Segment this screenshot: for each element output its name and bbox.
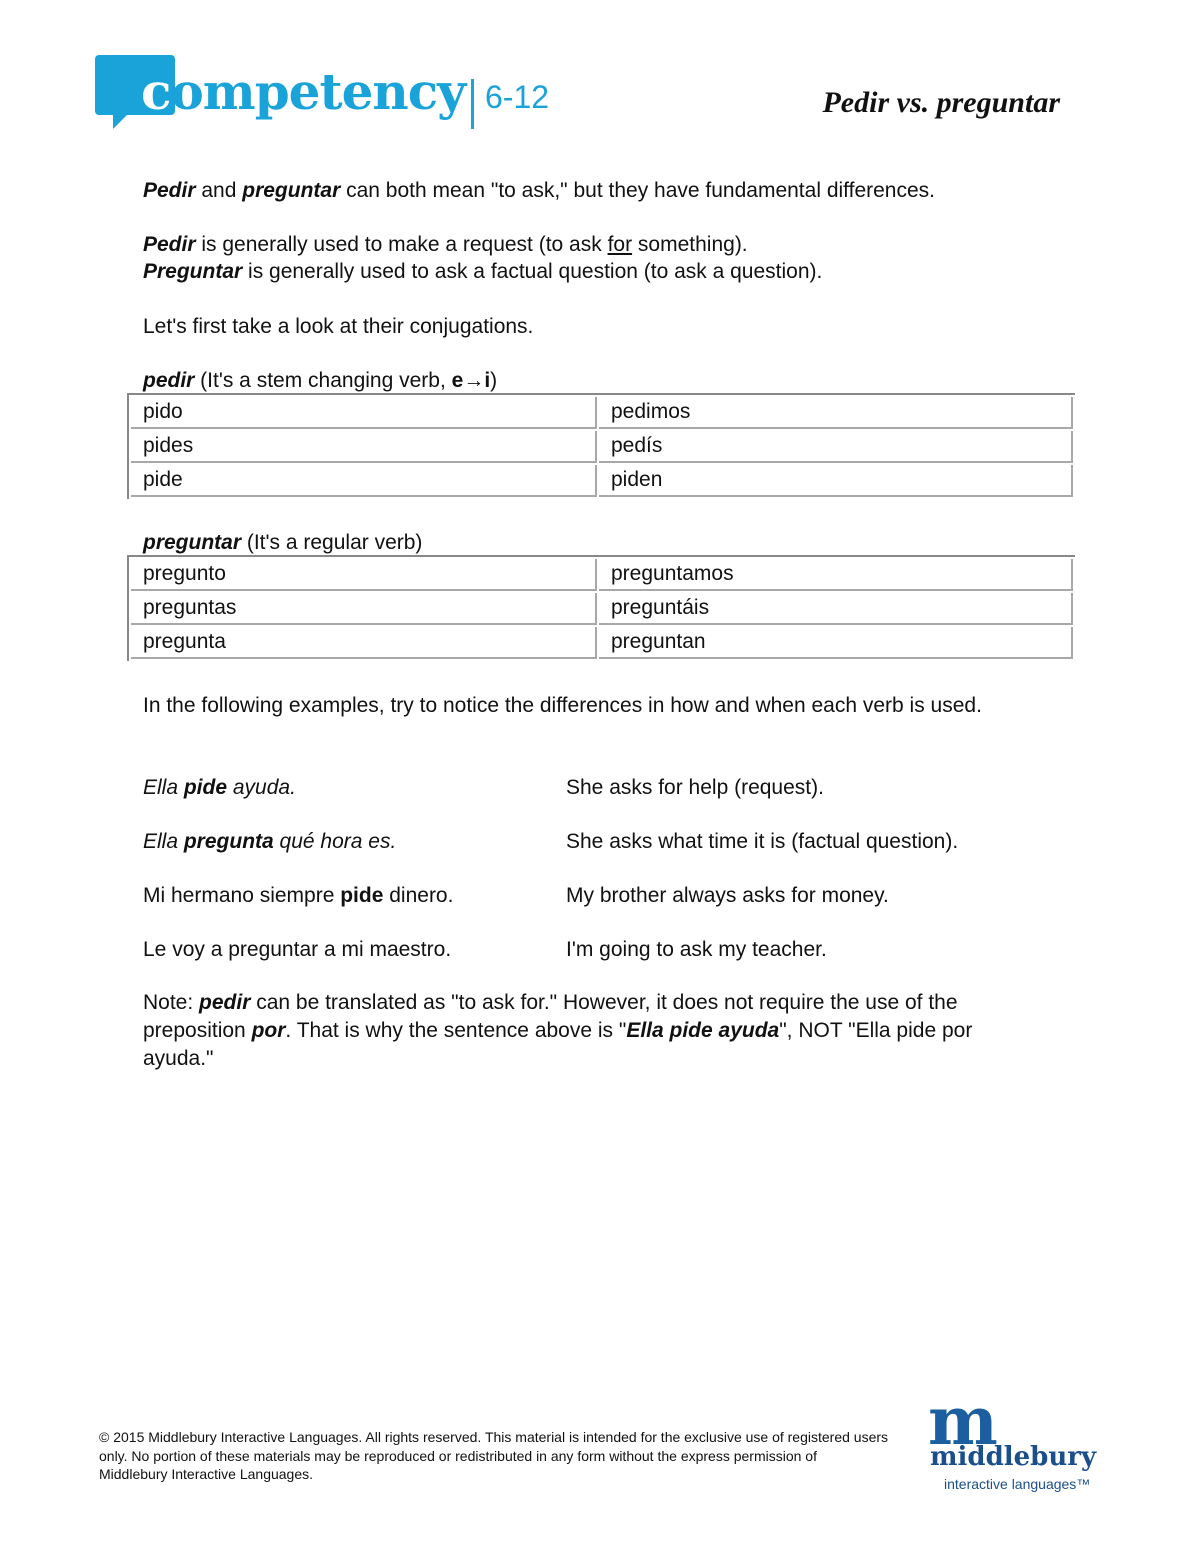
table-cell: preguntan [599,627,1073,659]
logo-separator [471,79,474,129]
def-pedir-word: Pedir [143,233,196,256]
example-3-english: My brother always asks for money. [566,884,889,907]
def-pedir-text1: is generally used to make a request (to ask [195,233,608,256]
table-row [131,465,1073,497]
example-1-english: She asks for help (request). [566,776,824,799]
middlebury-logo [926,1382,1126,1498]
preguntar-conjugation-table [127,555,1075,661]
def-pedir-text2: something). [632,233,748,256]
intro-and: and [195,179,243,202]
def-preguntar-text: is generally used to ask a factual question (to ask a question). [242,260,823,283]
ex2-c: qué hora es. [273,830,397,853]
pedir-table-heading [143,367,1043,395]
ex3-c: dinero. [383,884,454,907]
example-4-english: I'm going to ask my teacher. [566,938,827,961]
logo-rest: ompetency [170,62,466,121]
ex1-c: ayuda. [227,776,296,799]
intro-rest: can both mean "to ask," but they have fundamental differences. [340,179,935,202]
note-text3: ", NOT "Ella pide por ayuda." [143,1019,973,1070]
note-paragraph [143,989,1043,1073]
table-cell: pedimos [599,397,1073,429]
middlebury-m-mark: m [928,1382,992,1460]
preguntar-heading-rest: (It's a regular verb) [241,531,423,554]
examples-intro: In the following examples, try to notice the differences in how and when each verb is used. [143,694,982,717]
intro-paragraph [143,177,1043,205]
def-preguntar-word: Preguntar [143,260,243,283]
table-cell: preguntáis [599,593,1073,625]
copyright-notice: © 2015 Middlebury Interactive Languages. All rights reserved. This material is intended for the exclusive use of registered users only. No portion of these materials may be reproduced or redistributed in any form without the express permission of Middlebury Interactive Languages. [99,1429,889,1482]
def-pedir-underlined: for [607,233,633,256]
ex2-a: Ella [143,830,184,853]
table-cell: pedís [599,431,1073,463]
table-cell: pregunta [131,627,597,659]
definition-pedir [143,231,1043,259]
example-1-spanish [143,774,296,802]
term-pedir: Pedir [143,179,196,202]
note-word1: pedir [199,991,251,1014]
table-cell: preguntamos [599,559,1073,591]
logo-wordmark [141,62,466,121]
table-cell: pido [131,397,597,429]
note-word2: por [251,1019,286,1042]
example-4-spanish: Le voy a preguntar a mi maestro. [143,938,452,961]
middlebury-tagline: interactive languages™ [944,1476,1091,1492]
pedir-heading-change: e→i [451,369,491,392]
conjugations-lead: Let's first take a look at their conjugations. [143,315,534,338]
note-label: Note: [143,991,200,1014]
preguntar-table-heading [143,529,1043,557]
example-3-spanish [143,882,453,910]
table-cell: preguntas [131,593,597,625]
preguntar-heading-word: preguntar [143,531,242,554]
middlebury-wordmark: middlebury [930,1442,1097,1472]
note-text1: can be translated as "to ask for." However, it does not require the use of the preposition [143,991,958,1042]
competency-logo [95,55,565,135]
pedir-heading-pre: (It's a stem changing verb, [194,369,452,392]
logo-grade: 6-12 [485,79,550,115]
note-text2: . That is why the sentence above is " [285,1019,627,1042]
table-cell: pide [131,465,597,497]
table-cell: pregunto [131,559,597,591]
definition-preguntar [143,258,1043,286]
ex3-b: pide [340,884,384,907]
pedir-heading-word: pedir [143,369,195,392]
note-word3: Ella pide ayuda [626,1019,780,1042]
ex1-a: Ella [143,776,184,799]
table-row [131,627,1073,659]
term-preguntar: preguntar [242,179,341,202]
ex2-b: pregunta [183,830,274,853]
pedir-heading-post: ) [490,369,498,392]
table-row [131,397,1073,429]
table-row [131,431,1073,463]
ex1-b: pide [183,776,228,799]
ex3-a: Mi hermano siempre [143,884,341,907]
speech-bubble-tail [113,111,131,129]
page-title: Pedir vs. preguntar [822,86,1060,119]
example-2-english: She asks what time it is (factual question). [566,830,959,853]
table-row [131,593,1073,625]
table-cell: piden [599,465,1073,497]
table-row [131,559,1073,591]
logo-first-letter: c [141,62,171,121]
table-cell: pides [131,431,597,463]
example-2-spanish [143,828,396,856]
pedir-conjugation-table [127,393,1075,499]
